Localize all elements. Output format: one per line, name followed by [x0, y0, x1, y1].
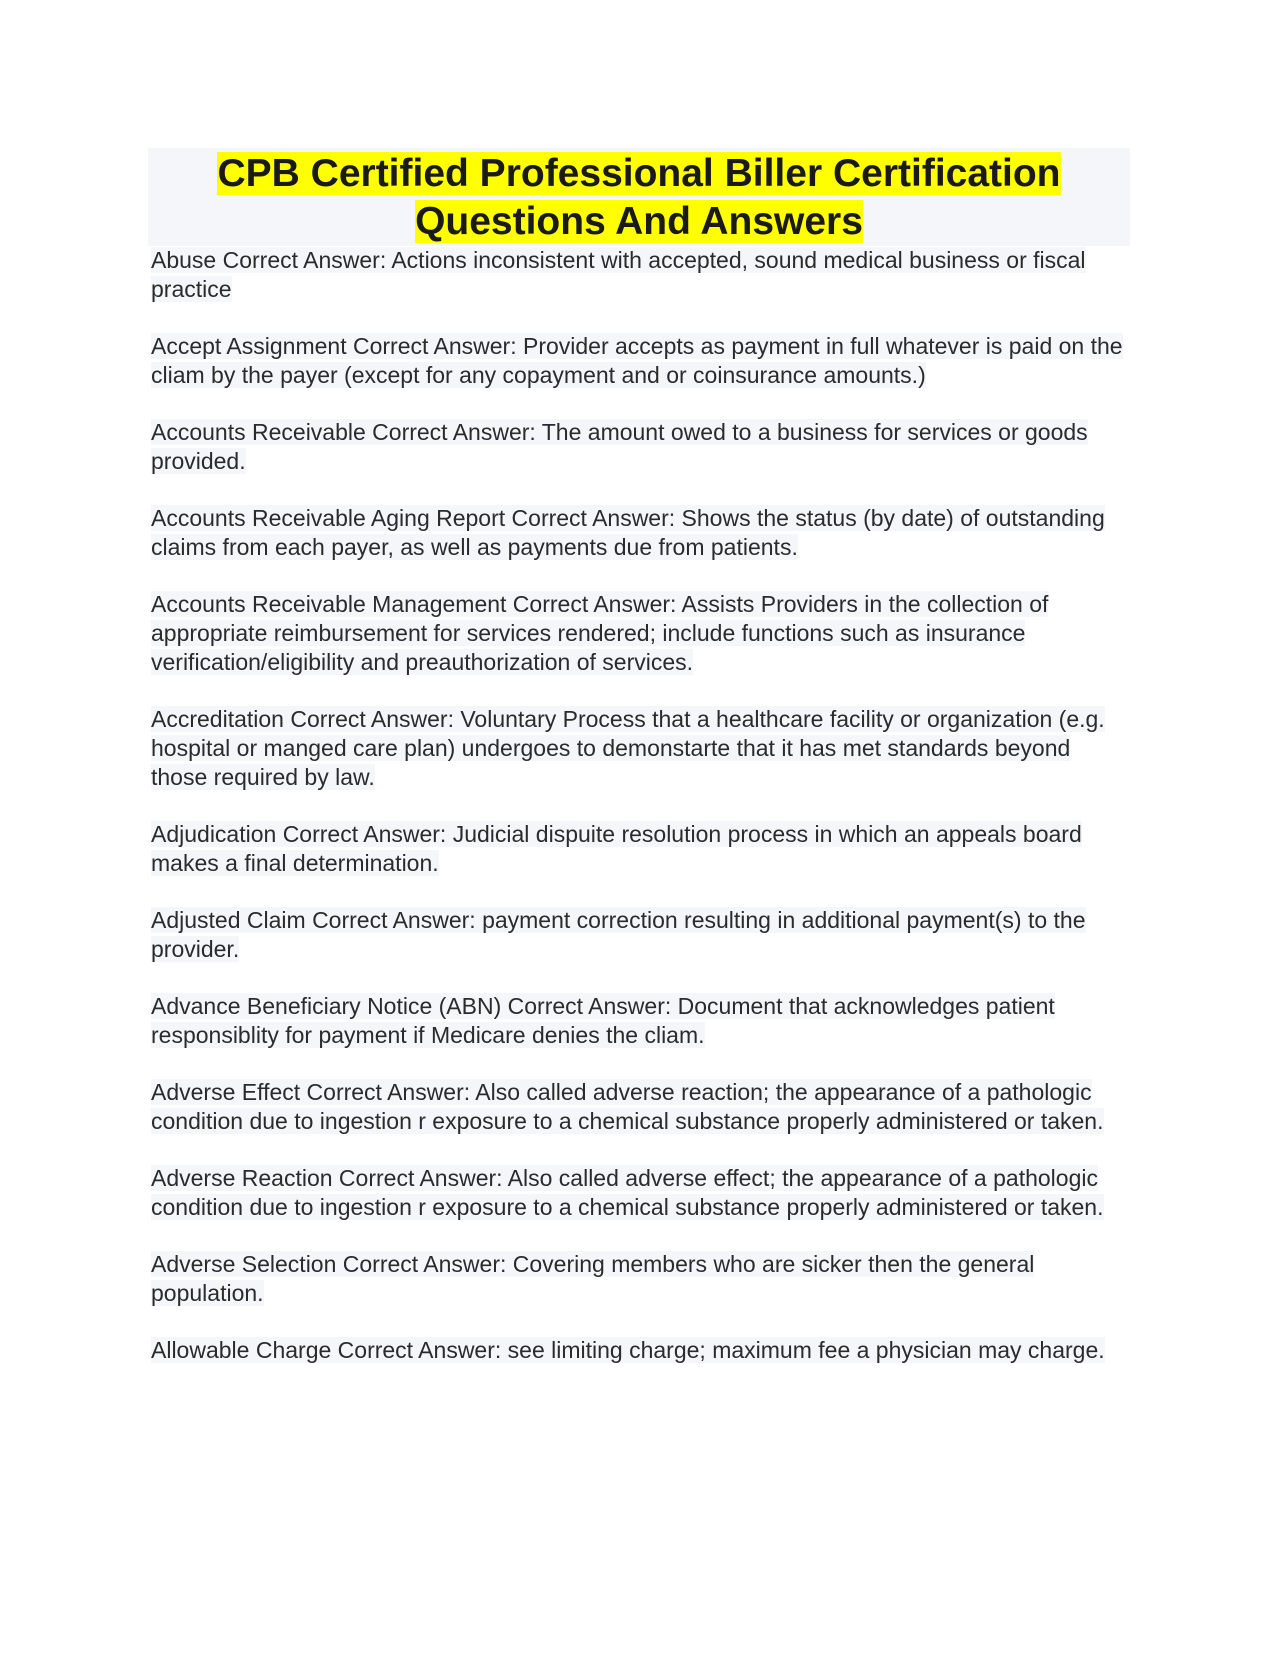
entry-adverse-effect [151, 1078, 1131, 1136]
entry-adverse-selection [151, 1250, 1131, 1308]
entry-text: Accept Assignment Correct Answer: Provider accepts as payment in full whatever is paid on the cliam by the payer (except for any copayment and or coinsurance amounts.) [151, 333, 1123, 388]
entry-text: Advance Beneficiary Notice (ABN) Correct Answer: Document that acknowledges patient responsiblity for payment if Medicare denies the cliam. [151, 993, 1055, 1048]
entry-text: Adverse Reaction Correct Answer: Also called adverse effect; the appearance of a pathologic condition due to ingestion r exposure to a chemical substance properly administered or taken. [151, 1165, 1104, 1220]
entry-list [148, 246, 1130, 1365]
entry-text: Accounts Receivable Correct Answer: The amount owed to a business for services or goods provided. [151, 419, 1088, 474]
entry-accept-assignment [151, 332, 1131, 390]
entry-text: Accounts Receivable Management Correct Answer: Assists Providers in the collection of appropriate reimbursement for services rendered; include functions such as insurance verification/eligibility and preauthorization of services. [151, 591, 1049, 675]
entry-text: Adverse Selection Correct Answer: Covering members who are sicker then the general population. [151, 1251, 1035, 1306]
entry-accreditation [151, 705, 1131, 792]
entry-allowable-charge [151, 1336, 1131, 1365]
entry-ar-management [151, 590, 1131, 677]
entry-text: Adjusted Claim Correct Answer: payment correction resulting in additional payment(s) to the provider. [151, 907, 1086, 962]
entry-text: Accreditation Correct Answer: Voluntary Process that a healthcare facility or organization (e.g. hospital or manged care plan) undergoes to demonstarte that it has met standards beyond those required by law. [151, 706, 1105, 790]
title-highlight: CPB Certified Professional Biller Certification Questions And Answers [217, 152, 1061, 243]
entry-text: Abuse Correct Answer: Actions inconsistent with accepted, sound medical business or fiscal practice [151, 247, 1086, 302]
entry-adjusted-claim [151, 906, 1131, 964]
document-title [148, 150, 1130, 246]
entry-adjudication [151, 820, 1131, 878]
entry-text: Adjudication Correct Answer: Judicial dispuite resolution process in which an appeals board makes a final determination. [151, 821, 1082, 876]
title-block [148, 148, 1130, 246]
entry-text: Adverse Effect Correct Answer: Also called adverse reaction; the appearance of a pathologic condition due to ingestion r exposure to a chemical substance properly administered or taken. [151, 1079, 1104, 1134]
document-page [148, 148, 1130, 1393]
entry-text: Accounts Receivable Aging Report Correct Answer: Shows the status (by date) of outstanding claims from each payer, as well as payments due from patients. [151, 505, 1105, 560]
entry-accounts-receivable [151, 418, 1131, 476]
entry-ar-aging-report [151, 504, 1131, 562]
entry-abuse [151, 246, 1131, 304]
entry-text: Allowable Charge Correct Answer: see limiting charge; maximum fee a physician may charge. [151, 1337, 1105, 1363]
entry-abn [151, 992, 1131, 1050]
entry-adverse-reaction [151, 1164, 1131, 1222]
